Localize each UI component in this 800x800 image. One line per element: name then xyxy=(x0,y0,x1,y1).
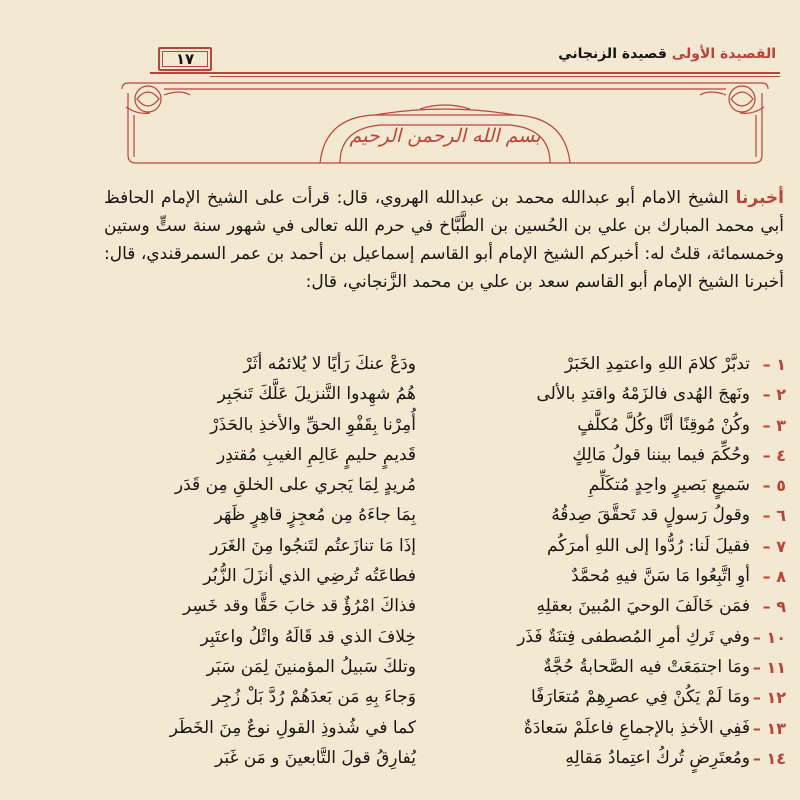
header-title-prefix: القصيدة الأولى xyxy=(671,46,776,62)
verse-first-hemistich: وكُنْ مُوقِنًا أنَّا وكُلَّ مُكلَّفٍ xyxy=(577,414,750,435)
header-title-main: قصيدة الزنجاني xyxy=(558,46,667,62)
verse-second-hemistich: يُفارِقُ قولَ التَّابعينَ و مَن غَبَر xyxy=(214,747,416,768)
verse-line xyxy=(96,625,786,655)
verse-first-hemistich: ومَا لَمْ يَكُنْ فِي عصرِهِمْ مُتعَارَفًا xyxy=(530,687,750,708)
verse-first-hemistich: وفي تَركِ أمرِ المُصطفى فِتنَةٌ فَذَر xyxy=(517,626,750,647)
verse-first-hemistich: سَميعٍ بَصيرٍ واحِدٍ مُتكَلِّمِ xyxy=(588,475,750,496)
verse-line xyxy=(96,534,786,564)
verse-number: ١ – xyxy=(762,355,786,374)
verse-second-hemistich: أُمِرْنا بِقَفْوِ الحقِّ والأخذِ بالحَذَرْ xyxy=(210,414,416,435)
verse-first-hemistich: ومَا اجتمَعَتْ فيه الصَّحابةُ حُجَّةٌ xyxy=(543,656,750,677)
intro-lead-word: أخبرنا xyxy=(735,188,784,208)
verse-second-hemistich: فطاعَتُه تُرضِي الذي أنزَلَ الزُّبُر xyxy=(203,566,416,587)
verse-line xyxy=(96,594,786,624)
verse-number: ١٢ – xyxy=(752,688,786,708)
verse-second-hemistich: خِلافَ الذي قد قَالَهُ واتْلُ واعتَبِر xyxy=(200,626,416,647)
verse-line xyxy=(96,655,786,685)
verse-second-hemistich: وتلكَ سَبيلُ المؤمنينَ لِمَن سَبَر xyxy=(206,656,416,677)
verse-first-hemistich: فقيلَ لَنا: رُدُّوا إلى اللهِ أمرَكُم xyxy=(546,535,750,556)
verse-line xyxy=(96,352,786,382)
ornament-border-icon xyxy=(120,75,770,170)
verse-second-hemistich: بِمَا جاءَهُ مِن مُعجِزٍ قاهِرٍ ظَهَر xyxy=(214,505,416,526)
intro-paragraph xyxy=(104,184,784,296)
verse-line xyxy=(96,473,786,503)
verse-line xyxy=(96,685,786,715)
basmala: بسم الله الرحمن الرحيم xyxy=(349,125,541,147)
poem-verses xyxy=(96,352,786,776)
running-header xyxy=(150,44,780,74)
verse-second-hemistich: هُمُ شهِدوا التَّنزيلَ عَلَّكَ تَنجَبِر xyxy=(217,384,416,405)
header-rule xyxy=(150,72,780,74)
verse-second-hemistich: كما في شُذوذِ القولِ نوعٌ مِنَ الخَطَر xyxy=(169,717,416,738)
verse-first-hemistich: وحُكِّمَ فيما بيننا قولُ مَالِكٍ xyxy=(572,444,750,465)
verse-number: ١٤ – xyxy=(752,748,786,768)
verse-number: ٣ – xyxy=(762,415,786,435)
verse-line xyxy=(96,443,786,473)
intro-text: الشيخ الامام أبو عبدالله محمد بن عبدالله الهروي، قال: قرأت على الشيخ الإمام الحافظ أبي محمد المبارك بن علي بن الحُسين بن الطَّبَّاخ في حرم الله تعالى في شهور سنة ستٍّ وستين وخمسمائة، قلتُ له: أخبركم الشيخ الإمام أبو القاسم إسماعيل بن أحمد بن عمر السمرقندي، قال: أخبرنا الشيخ الإمام أبو القاسم سعد بن علي بن محمد الزَّنجاني، قال: xyxy=(104,188,784,292)
header-title xyxy=(558,46,776,62)
verse-first-hemistich: وقولُ رَسولٍ قد تَحقَّقَ صِدقُهُ xyxy=(551,505,750,526)
verse-line xyxy=(96,564,786,594)
verse-line xyxy=(96,503,786,533)
verse-number: ٥ – xyxy=(762,476,786,496)
verse-second-hemistich: مُريدٍ لِمَا يَجري على الخلقِ مِن قَدَر xyxy=(174,475,416,496)
ornamental-frame xyxy=(120,75,770,170)
verse-number: ١٣ – xyxy=(752,718,786,738)
verse-number: ٩ – xyxy=(762,597,786,617)
verse-first-hemistich: ونَهجَ الهُدى فالزَمْهُ واقتدِ بالألى xyxy=(536,384,750,405)
verse-first-hemistich: فَفِي الأخذِ بالإجماعِ فاعلَمْ سَعادَةٌ xyxy=(523,717,750,738)
verse-second-hemistich: فذاكَ امْرُؤٌ قد خابَ حَقًّا وقد خَسِر xyxy=(183,596,416,617)
verse-line xyxy=(96,746,786,776)
verse-number: ٢ – xyxy=(762,385,786,405)
verse-first-hemistich: فمَن خَالَفَ الوحيَ المُبينَ بعقلِهِ xyxy=(536,596,750,617)
verse-first-hemistich: تدبَّرْ كلامَ اللهِ واعتمِدِ الخَبَرْ xyxy=(564,354,750,374)
verse-first-hemistich: أوِ اتَّبِعُوا مَا سَنَّ فيهِ مُحمَّدٌ xyxy=(571,566,750,587)
verse-first-hemistich: ومُعتَرِضٍ تُركُ اعتِمادُ مَقالِهِ xyxy=(565,747,750,768)
page-number: ١٧ xyxy=(158,47,212,71)
verse-second-hemistich: وَجاءَ بِهِ مَن بَعدَهُمْ رُدَّ بَلْ زُجِر xyxy=(212,687,416,708)
verse-second-hemistich: قَديمٍ حليمٍ عَالِمِ الغيبِ مُقتدِر xyxy=(216,444,416,465)
verse-number: ٤ – xyxy=(762,445,786,465)
verse-number: ١٠ – xyxy=(752,627,786,647)
verse-number: ١١ – xyxy=(752,657,786,677)
verse-line xyxy=(96,413,786,443)
verse-number: ٦ – xyxy=(762,506,786,526)
verse-second-hemistich: ودَعْ عنكَ رَأيًا لا يُلائمُه أثَرْ xyxy=(243,354,416,374)
verse-line xyxy=(96,716,786,746)
verse-line xyxy=(96,382,786,412)
verse-number: ٧ – xyxy=(762,536,786,556)
verse-second-hemistich: إذَا مَا تنازَعتُم لتَنجُوا مِنَ الغَرَر xyxy=(210,535,416,556)
verse-number: ٨ – xyxy=(762,567,786,587)
